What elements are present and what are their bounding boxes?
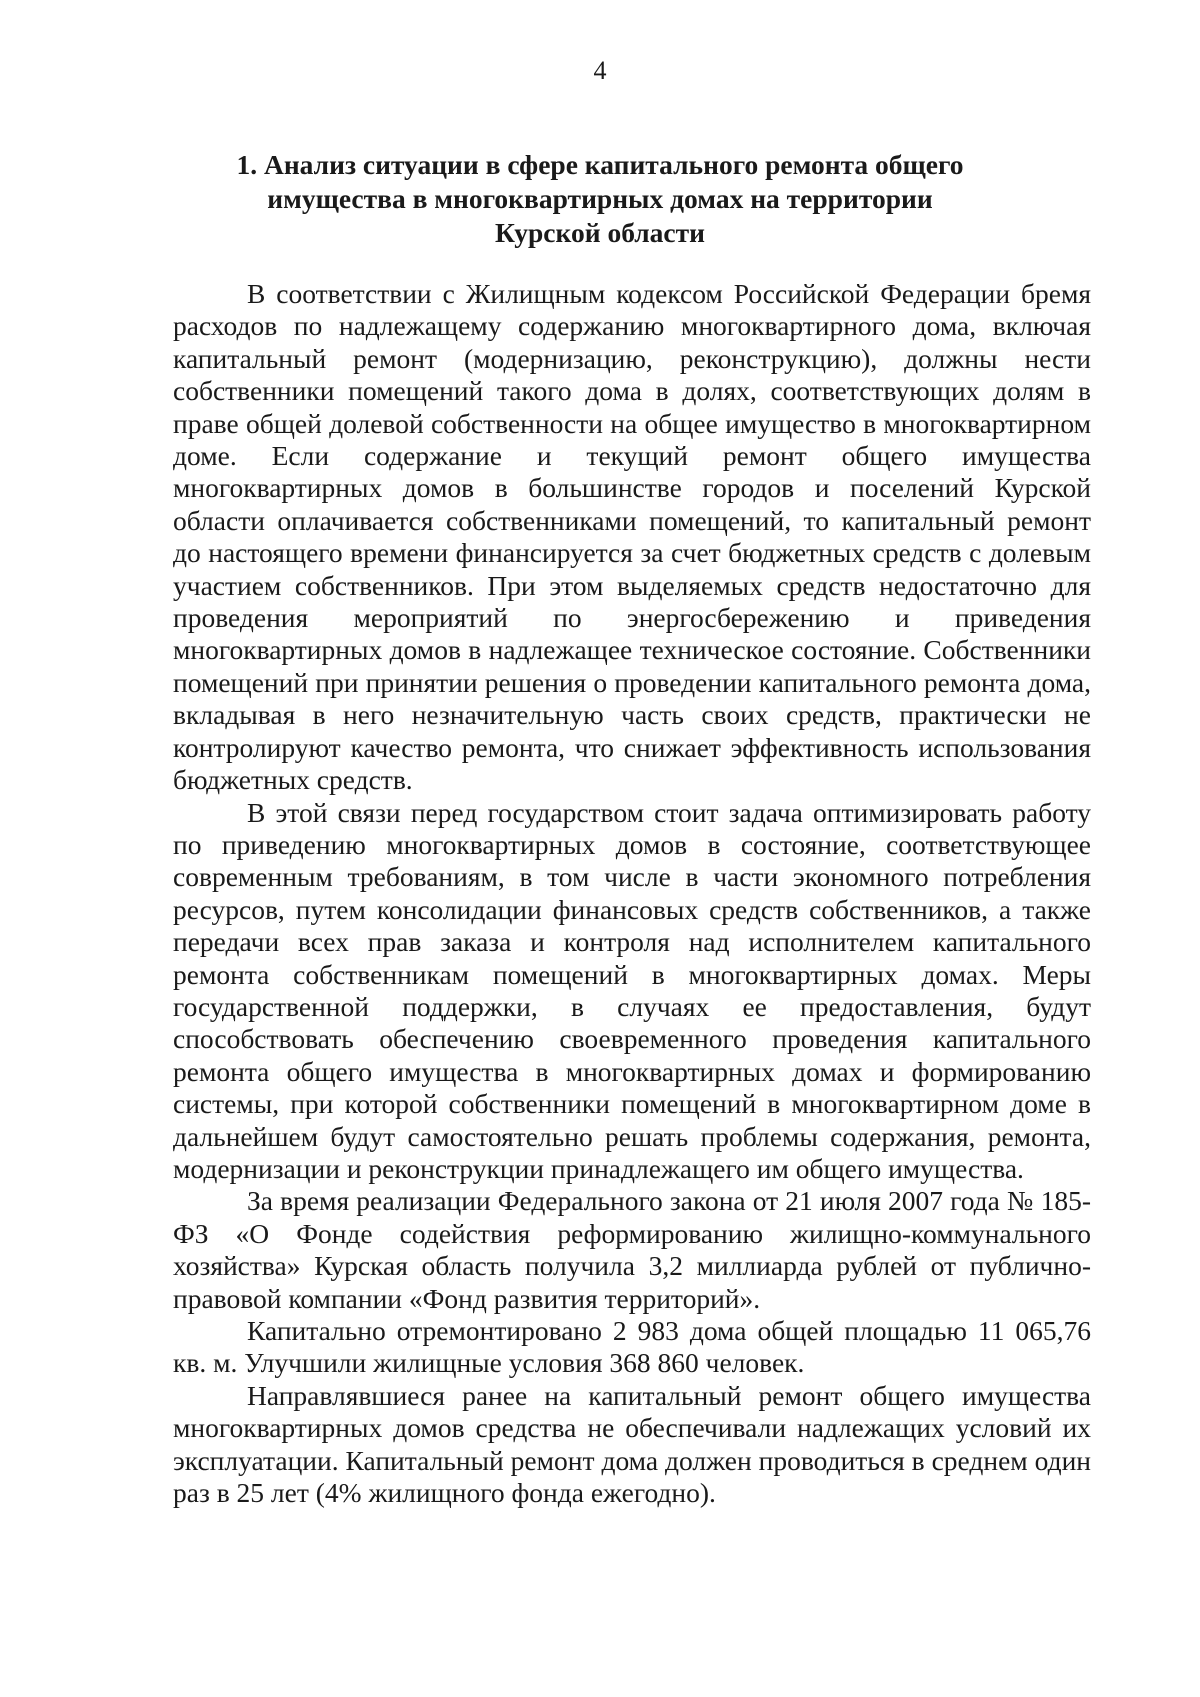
paragraph-1: В соответствии с Жилищным кодексом Российской Федерации бремя расходов по надлежащему содержанию многоквартирного дома, включая капитальный ремонт (модернизацию, реконструкцию), должны нести собственники помещений такого дома в долях, соответствующих долям в праве общей долевой собственности на общее имущество в многоквартирном доме. Если содержание и текущий ремонт общего имущества многоквартирных домов в большинстве городов и поселений Курской области оплачивается собственниками помещений, то капитальный ремонт до настоящего времени финансируется за счет бюджетных средств с долевым участием собственников. При этом выделяемых средств недостаточно для проведения мероприятий по энергосбережению и приведения многоквартирных домов в надлежащее техническое состояние. Собственники помещений при принятии решения о проведении капитального ремонта дома, вкладывая в него незначительную часть своих средств, практически не контролируют качество ремонта, что снижает эффективность использования бюджетных средств. — [173, 278, 1091, 796]
section-heading — [180, 148, 1020, 250]
heading-line-2: имущества в многоквартирных домах на территории — [267, 183, 933, 214]
paragraph-2: В этой связи перед государством стоит задача оптимизировать работу по приведению многоквартирных домов в состояние, соответствующее современным требованиям, в том числе в части экономного потребления ресурсов, путем консолидации финансовых средств собственников, а также передачи всех прав заказа и контроля над исполнителем капитального ремонта собственникам помещений в многоквартирных домах. Меры государственной поддержки, в случаях ее предоставления, будут способствовать обеспечению своевременного проведения капитального ремонта общего имущества в многоквартирных домах и формированию системы, при которой собственники помещений в многоквартирном доме в дальнейшем будут самостоятельно решать проблемы содержания, ремонта, модернизации и реконструкции принадлежащего им общего имущества. — [173, 796, 1091, 1184]
page-number: 4 — [593, 56, 607, 85]
heading-line-3: Курской области — [494, 217, 705, 248]
body-text — [173, 278, 1091, 1509]
heading-line-1: 1. Анализ ситуации в сфере капитального ремонта общего — [236, 149, 964, 180]
paragraph-5: Направлявшиеся ранее на капитальный ремонт общего имущества многоквартирных домов средства не обеспечивали надлежащих условий их эксплуатации. Капитальный ремонт дома должен проводиться в среднем один раз в 25 лет (4% жилищного фонда ежегодно). — [173, 1379, 1091, 1509]
paragraph-4: Капитально отремонтировано 2 983 дома общей площадью 11 065,76 кв. м. Улучшили жилищные условия 368 860 человек. — [173, 1315, 1091, 1379]
paragraph-3: За время реализации Федерального закона от 21 июля 2007 года № 185-ФЗ «О Фонде содействия реформированию жилищно-коммунального хозяйства» Курская область получила 3,2 миллиарда рублей от публично-правовой компании «Фонд развития территорий». — [173, 1185, 1091, 1314]
